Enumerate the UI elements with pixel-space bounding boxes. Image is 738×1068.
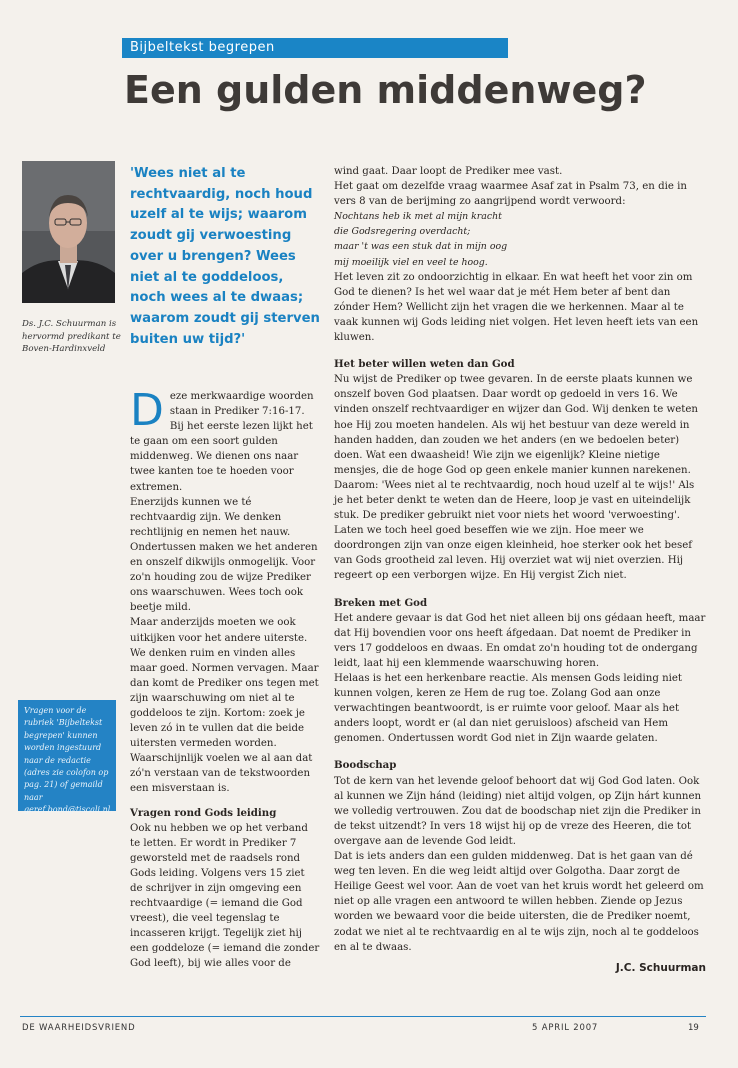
author-caption: Ds. J.C. Schuurman is hervormd predikant te Boven-Hardinxveld — [22, 319, 121, 354]
article-column-1 — [130, 385, 320, 972]
footer-rule — [20, 1016, 706, 1017]
paragraph: Dat is iets anders dan een gulden middenweg. Dat is het gaan van dé weg ten leven. En die weg leidt altijd over Golgotha. Daar zorgt de Heilige Geest wel voor. Aan de voet van het kruis wordt het geleerd om niet op alle vragen een antwoord te willen hebben. Ziende op Jezus worden we bewaard voor die beide uitersten, die de Prediker noemt, zodat we niet al te rechtvaardig en al te wijs zijn, noch al te goddeloos en al te dwaas. — [334, 851, 704, 953]
paragraph: Helaas is het een herkenbare reactie. Als mensen Gods leiding niet kunnen volgen, keren ze Hem de rug toe. Zolang God aan onze verwachtingen beantwoordt, is er ruimte voor geloof. Maar als het anders loopt, wordt er (al dan niet geruisloos) afscheid van Hem genomen. Ondertussen wordt God niet in Zijn waarde gelaten. — [334, 673, 683, 745]
poem-line: maar 't was een stuk dat in mijn oog — [334, 241, 508, 253]
paragraph: Ook nu hebben we op het verband te letten. Er wordt in Prediker 7 geworsteld met de raadsels rond Gods leiding. Volgens vers 15 ziet de schrijver in zijn omgeving een rechtvaardige (= iemand die God vreest), die veel tegenslag te incasseren krijgt. Tegelijk ziet hij een goddeloze (= iemand die zonder God leeft), bij wie alles voor de — [130, 822, 320, 970]
paragraph: Tot de kern van het levende geloof behoort dat wij God God laten. Ook al kunnen we Zijn hánd (leiding) niet altijd volgen, op Zijn hárt kunnen we volledig vertrouwen. Zou dat de boodschap niet zijn die Prediker in de tekst uitzendt? In vers 18 wijst hij op de vreze des Heeren, die tot overgave aan de levende God leidt. — [334, 775, 702, 847]
page-number: 19 — [688, 1023, 699, 1033]
article-column-2 — [334, 164, 706, 976]
paragraph: Het leven zit zo ondoorzichtig in elkaar. En wat heeft het voor zin om God te dienen? Is het wel waar dat je mét Hem beter af bent dan zónder Hem? Wellicht zijn het vragen die we herkennen. Maar al te vaak kunnen wij Gods leiding niet volgen. Het leven heeft iets van een kluwen. — [334, 271, 699, 344]
article-title: Een gulden middenweg? — [124, 68, 647, 112]
subheading: Vragen rond Gods leiding — [130, 806, 277, 819]
poem-line: Nochtans heb ik met al mijn kracht — [334, 211, 502, 223]
section-banner: Bijbeltekst begrepen — [122, 38, 508, 58]
paragraph: Maar anderzijds moeten we ook uitkijken voor het andere uiterste. We denken ruim en vinden alles maar goed. Normen vervagen. Maar dan komt de Prediker ons tegen met zijn waarschuwing om niet al te goddeloos te zijn. Kortom: zoek je leven zó in te vullen dat die beide uitersten vermeden worden. Waarschijnlijk voelen we al aan dat zó'n verstaan van de tekstwoorden een misverstaan is. — [130, 617, 319, 795]
poem-line: mij moeilijk viel en veel te hoog. — [334, 256, 488, 268]
poem-line: die Godsregering overdacht; — [334, 226, 471, 238]
dropcap: D — [130, 385, 164, 436]
paragraph: Nu wijst de Prediker op twee gevaren. In de eerste plaats kunnen we onszelf boven God plaatsen. Daar wordt op gedoeld in vers 16. We vinden onszelf rechtvaardiger en wijzer dan God. Wij denken te weten hoe Hij zou moeten handelen. Als wij het bestuur van deze wereld in handen hadden, dan zouden we het anders (en we bedoelen beter) doen. Wat een dwaasheid! Wie zijn we eigenlijk? Kleine nietige mensjes, die de hoge God op geen enkele manier kunnen narekenen. Daarom: 'Wees niet al te rechtvaardig, noch houd uzelf al te wijs!' Als je het beter denkt te weten dan de Heere, loop je vast en uiteindelijk stuk. De prediker gebruikt niet voor niets het woord 'verwoesting'. — [334, 374, 698, 522]
paragraph: wind gaat. Daar loopt de Prediker mee vast. — [334, 166, 563, 177]
subheading: Breken met God — [334, 596, 428, 609]
author-signature: J.C. Schuurman — [615, 961, 706, 974]
subheading: Boodschap — [334, 759, 397, 772]
paragraph: Enerzijds kunnen we té rechtvaardig zijn. We denken rechtlijnig en nemen het nauw. Ondertussen maken we het anderen en onszelf dikwijls onmogelijk. Voor zo'n houding zou de wijze Prediker ons waarschuwen. Wees toch ook beetje mild. — [130, 496, 318, 614]
paragraph: Laten we toch heel goed beseffen wie we zijn. Hoe meer we doordrongen zijn van onze eigen kleinheid, hoe sterker ook het besef van Gods grootheid zal leven. Hij overziet wat wij niet overzien. Hij regeert op een verborgen wijze. En Hij vergist Zich niet. — [334, 525, 693, 582]
subheading: Het beter willen weten dan God — [334, 358, 515, 371]
submission-info-box: Vragen voor de rubriek 'Bijbeltekst begrepen' kunnen worden ingestuurd naar de redactie (adres zie colofon op pag. 21) of gemaild naar geref.bond@tiscali.nl. — [18, 700, 116, 811]
paragraph: Het gaat om dezelfde vraag waarmee Asaf zat in Psalm 73, en die in vers 8 van de berijming zo aangrijpend wordt verwoord: — [334, 181, 687, 208]
pull-quote: 'Wees niet al te rechtvaardig, noch houd uzelf al te wijs; waarom zoudt gij verwoesting over u brengen? Wees niet al te goddeloos, noch wees al te dwaas; waarom zoudt gij sterven buiten uw tijd?' — [130, 166, 320, 347]
paragraph: Het andere gevaar is dat God het niet alleen bij ons gédaan heeft, maar dat Hij bovendien voor ons heeft áfgedaan. Dat noemt de Prediker in vers 17 goddeloos en dwaas. En omdat zo'n houding tot de ondergang leidt, laat hij een klemmende waarschuwing horen. — [334, 612, 706, 669]
intro-paragraph: Deze merkwaardige woorden staan in Prediker 7:16-17. Bij het eerste lezen lijkt het te gaan om een soort gulden middenweg. We dienen ons naar twee kanten toe te hoeden voor extremen. — [130, 385, 314, 493]
footer-publication: DE WAARHEIDSVRIEND — [22, 1023, 136, 1033]
footer-date: 5 APRIL 2007 — [532, 1023, 599, 1033]
author-photo — [22, 161, 115, 303]
